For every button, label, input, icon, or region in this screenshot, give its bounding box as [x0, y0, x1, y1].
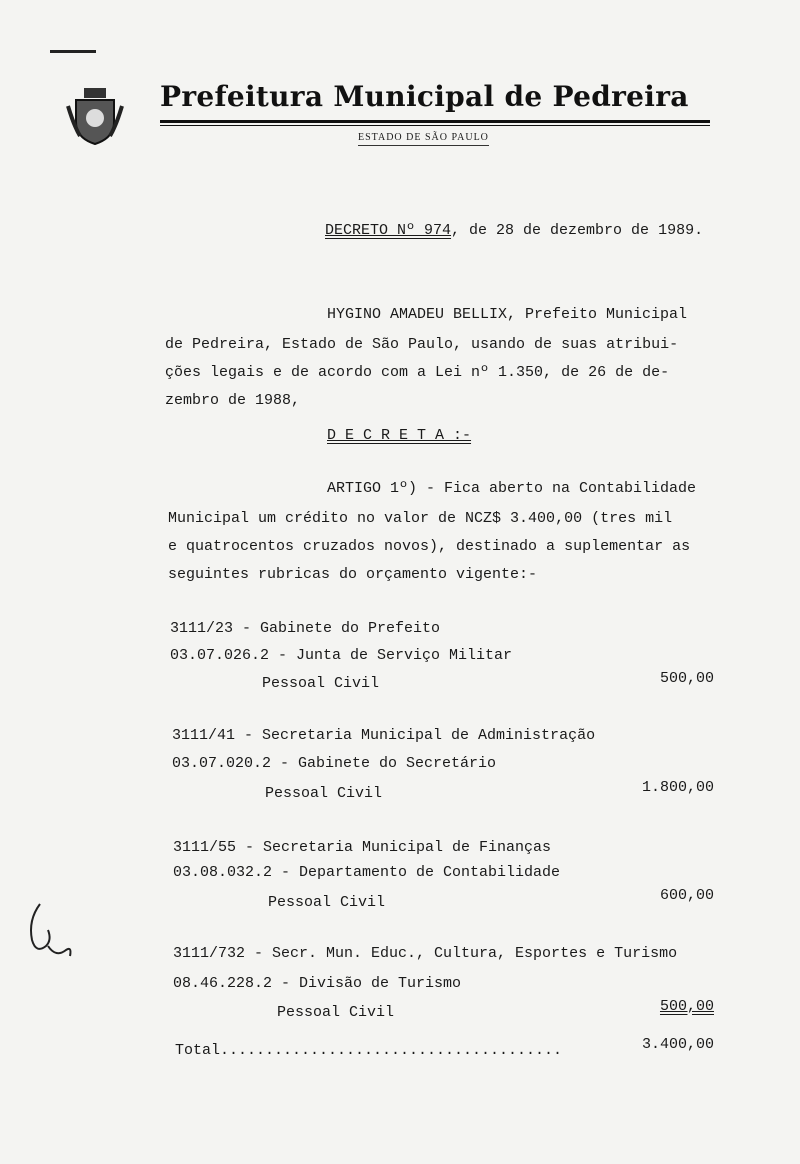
item-account: 3111/23 - Gabinete do Prefeito [170, 620, 441, 637]
item-account: 3111/732 - Secr. Mun. Educ., Cultura, Esportes e Turismo [173, 945, 678, 962]
article-line: Municipal um crédito no valor de NCZ$ 3.400,00 (tres mil [168, 510, 673, 527]
decreta-heading: D E C R E T A :- [327, 427, 472, 444]
item-program: 08.46.228.2 - Divisão de Turismo [173, 975, 462, 992]
item-program: 03.07.026.2 - Junta de Serviço Militar [170, 647, 513, 664]
title-rule-thin [160, 125, 710, 126]
scan-mark [50, 50, 96, 53]
item-account: 3111/41 - Secretaria Municipal de Administração [172, 727, 596, 744]
article-line: ARTIGO 1º) - Fica aberto na Contabilidade [327, 480, 697, 497]
item-amount: 1.800,00 [641, 779, 714, 796]
item-expense: Pessoal Civil [268, 894, 386, 911]
item-account: 3111/55 - Secretaria Municipal de Finanças [173, 839, 552, 856]
decree-date: , de 28 de dezembro de 1989. [451, 222, 704, 239]
state-subtitle: ESTADO DE SÃO PAULO [358, 132, 489, 146]
article-line: seguintes rubricas do orçamento vigente:- [168, 566, 538, 583]
article-line: e quatrocentos cruzados novos), destinado a suplementar as [168, 538, 691, 555]
preamble-line: zembro de 1988, [165, 392, 301, 409]
item-expense: Pessoal Civil [262, 675, 380, 692]
item-program: 03.08.032.2 - Departamento de Contabilidade [173, 864, 561, 881]
coat-of-arms-logo [66, 86, 124, 146]
item-amount: 500,00 [659, 998, 714, 1015]
item-expense: Pessoal Civil [277, 1004, 395, 1021]
item-program: 03.07.020.2 - Gabinete do Secretário [172, 755, 497, 772]
item-amount: 600,00 [659, 887, 714, 904]
preamble-line: ções legais e de acordo com a Lei nº 1.350, de 26 de de- [165, 364, 670, 381]
decree-number: DECRETO Nº 974 [325, 222, 452, 239]
preamble-line: HYGINO AMADEU BELLIX, Prefeito Municipal [327, 306, 688, 323]
initials-signature [26, 900, 76, 960]
total-label: Total...................................... [175, 1042, 563, 1059]
item-amount: 500,00 [659, 670, 714, 687]
page-title: Prefeitura Municipal de Pedreira [160, 80, 689, 113]
preamble-line: de Pedreira, Estado de São Paulo, usando de suas atribui- [165, 336, 679, 353]
total-amount: 3.400,00 [641, 1036, 714, 1053]
item-expense: Pessoal Civil [265, 785, 383, 802]
decree-heading [325, 222, 703, 239]
title-rule [160, 120, 710, 123]
